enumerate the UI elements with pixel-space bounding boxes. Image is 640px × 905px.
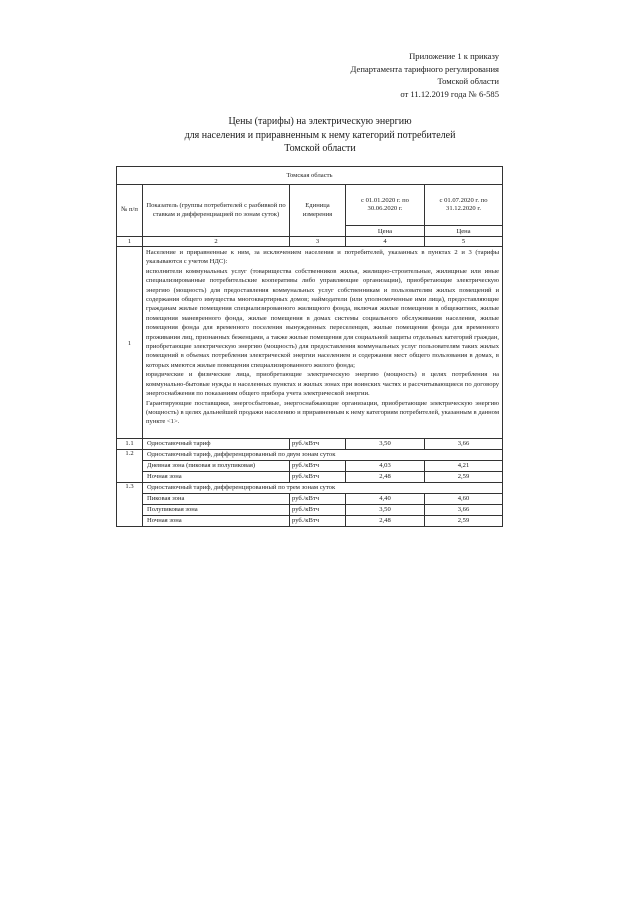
column-number: 1: [117, 237, 143, 247]
region-cell: Томская область: [117, 167, 503, 185]
table-row: [117, 515, 503, 526]
table-row: [117, 438, 503, 449]
row-price-2: 4,21: [425, 460, 503, 471]
row-label: Полупиковая зона: [143, 504, 290, 515]
header-indicator: Показатель (группы потребителей с разбивкой по ставкам и дифференциацией по зонам суток): [143, 185, 290, 237]
title-line: для населения и приравненным к нему категорий потребителей: [184, 129, 456, 141]
row-label: Одноставочный тариф: [143, 438, 290, 449]
row-label: Ночная зона: [143, 515, 290, 526]
header-price-1: Цена: [346, 226, 425, 237]
row-label: Одноставочный тариф, дифференцированный по двум зонам суток: [143, 449, 503, 460]
row-label: Пиковая зона: [143, 493, 290, 504]
section-1-row: [117, 247, 503, 439]
row-price-1: 3,50: [346, 504, 425, 515]
row-label: Одноставочный тариф, дифференцированный по трем зонам суток: [143, 482, 503, 493]
title-line: Томской области: [284, 143, 356, 155]
table-row: [117, 449, 503, 460]
row-label: Ночная зона: [143, 471, 290, 482]
column-number: 3: [290, 237, 346, 247]
header-num: № п/п: [117, 185, 143, 237]
table-row: [117, 460, 503, 471]
row-num: 1.1: [117, 438, 143, 449]
header-period-2: с 01.07.2020 г. по 31.12.2020 г.: [425, 185, 503, 226]
blank-space: [146, 427, 499, 437]
row-unit: руб./кВтч: [290, 493, 346, 504]
table-row: [117, 471, 503, 482]
row-unit: руб./кВтч: [290, 471, 346, 482]
row-price-1: 2,48: [346, 471, 425, 482]
section-1-paragraph: Население и приравненные к ним, за исключением населения и потребителей, указанных в пунктах 2 и 3 (тарифы указываются с учетом НДС):: [146, 249, 500, 266]
row-price-1: 4,40: [346, 493, 425, 504]
column-number-row: [117, 237, 503, 247]
row-price-1: 3,50: [346, 438, 425, 449]
table-row: [117, 504, 503, 515]
header-unit: Единица измерения: [290, 185, 346, 237]
row-unit: руб./кВтч: [290, 504, 346, 515]
table-row: [117, 482, 503, 493]
appendix-header: [351, 50, 499, 100]
row-price-2: 2,59: [425, 471, 503, 482]
column-number: 5: [425, 237, 503, 247]
header-price-2: Цена: [425, 226, 503, 237]
title-line: Цены (тарифы) на электрическую энергию: [228, 116, 412, 127]
row-price-2: 3,66: [425, 438, 503, 449]
header-period-1: с 01.01.2020 г. по 30.06.2020 г.: [346, 185, 425, 226]
row-price-2: 3,66: [425, 504, 503, 515]
table-row: [117, 493, 503, 504]
document-title: [0, 115, 640, 156]
appendix-line: Департамента тарифного регулирования: [350, 63, 499, 74]
column-number: 4: [346, 237, 425, 247]
appendix-line: Приложение 1 к приказу: [409, 51, 499, 61]
column-number: 2: [143, 237, 290, 247]
appendix-line: Томской области: [437, 76, 499, 87]
region-row: [117, 167, 503, 185]
appendix-line: от 11.12.2019 года № 6-585: [400, 88, 499, 99]
row-num: 1.2: [117, 449, 143, 482]
row-unit: руб./кВтч: [290, 438, 346, 449]
row-price-1: 2,48: [346, 515, 425, 526]
section-1-paragraph: исполнители коммунальных услуг (товарищества собственников жилья, жилищно-строительные, жилищные или иные специализированные потребительские кооперативы либо управляющие организации), приобретающие электрическую энергию (мощность) для предоставления коммунальных услуг собственникам и пользователям жилых помещений и содержания общего имущества многоквартирных домов; наймодатели (или уполномоченные ими лица), предоставляющие гражданам жилые помещения специализированного жилищного фонда, включая жилые помещения в общежитиях, жилые помещения маневренного фонда, жилые помещения в домах системы социального обслуживания населения, жилые помещения фонда для временного поселения вынужденных переселенцев, жилые помещения фонда для временного проживания лиц, признанных беженцами, а также жилые помещения для социальной защиты отдельных категорий граждан, приобретающие электрическую энергию (мощность) для предоставления коммунальных услуг пользователям таких жилых помещений в объемах потребления электрической энергии населением и содержания мест общего пользования в домах, в которых имеются жилые помещения специализированного жилого фонда;: [146, 267, 500, 369]
section-1-paragraph: Гарантирующие поставщики, энергосбытовые, энергоснабжающие организации, приобретающие электрическую энергию (мощность) в целях дальнейшей продажи населению и приравненным к нему категориям потребителей, указанным в данном пункте <1>.: [146, 399, 500, 426]
row-price-2: 4,60: [425, 493, 503, 504]
header-row: [117, 185, 503, 226]
section-1-num: 1: [117, 247, 143, 439]
section-1-description: [143, 247, 503, 439]
row-unit: руб./кВтч: [290, 460, 346, 471]
section-1-paragraph: юридические и физические лица, приобретающие электрическую энергию (мощность) в целях потребления на коммунально-бытовые нужды в населенных пунктах и жилых зонах при воинских частях и рассчитывающиеся по договору энергоснабжения по показаниям общего прибора учета электрической энергии.: [146, 371, 500, 398]
tariff-table: [116, 166, 503, 527]
row-label: Дневная зона (пиковая и полупиковая): [143, 460, 290, 471]
row-unit: руб./кВтч: [290, 515, 346, 526]
row-price-1: 4,03: [346, 460, 425, 471]
row-num: 1.3: [117, 482, 143, 526]
row-price-2: 2,59: [425, 515, 503, 526]
